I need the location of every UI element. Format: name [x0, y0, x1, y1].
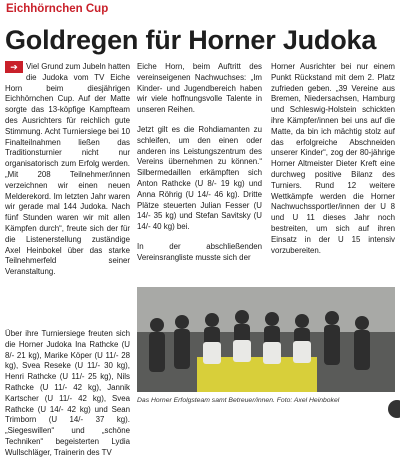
team-photo [137, 287, 395, 392]
article-column-3 [271, 62, 395, 265]
paragraph: Horner Ausrichter bei nur einem Punkt Rückstand mit dem 2. Platz zufrieden geben. „39 Vereine aus Bremen, Niedersachsen, Hamburg und Schleswig-Holstein schickten ihre Kämpfer/innen bei uns auf die Matte, da bin ich mächtig stolz auf das erfolgreiche Abschneiden unserer Kinder“, zog der 80-jährige Horner Altmeister Dieter Kreft eine durchweg positive Bilanz des Turniers. Rund 12 weitere Wettkämpfe werden die Horner Nachwuchssportler/innen der U 8 und U 11 dieses Jahr noch bestreiten, um sich auf ihren Einsatz in der U 15 intensiv vorzubereiten. [271, 62, 395, 255]
kicker: Eichhörnchen Cup [6, 3, 109, 15]
paragraph: Über ihre Turniersiege freuten sich die Horner Judoka Ina Rathcke (U 8/- 21 kg), Marike Köper (U 11/- 28 kg), Svea Reseke (U 11/- 30 kg), Henri Rathcke (U 11/- 25 kg), Nils Rathcke (U 11/- 42 kg), Jannik Kartscher (U 11/- 42 kg), Svea Rathcke (U 14/- 42 kg) und Sean Trimborn (U 14/- 37 kg). „Siegeswillen“ und „schöne Techniken“ begeisterten Lydia Wullschläger, Trainerin des TV [5, 329, 130, 457]
article-column-1-lower [5, 329, 130, 468]
paragraph: In der abschließenden Vereinsrangliste musste sich der [137, 241, 262, 262]
arrow-right-icon: ➔ [5, 61, 23, 73]
paragraph: ➔ Viel Grund zum Jubeln hatten die Judoka vom TV Eiche Horn beim diesjährigen Eichhörnchen Cup. Auf der Matte sorgte das 13-köpfige Kampfteam des Ausrichters für reichlich gute Stimmung. Acht Turniersiege bei 10 Finalteilnahmen ließen das Traditionsturnier nicht nur organisatorisch zum Erfolg werden. „Mit 208 Teilnehmer/innen verzeichnen wir einen neuen Melderekord. Im letzten Jahr waren wir gerade mal 144 Judoka. Nach fünf Stunden waren wir mit allen Kämpfen durch“, freute sich der für die Listenerstellung zuständige Axel Heinbokel über das starke Teilnehmerfeld seiner Veranstaltung. [5, 62, 130, 277]
paragraph: Jetzt gilt es die Rohdiamanten zu schleifen, um den einen oder anderen ins Leistungszentrum des Vereins übernehmen zu können.“ Silbermedaillen erkämpften sich Anton Rathcke (U 8/- 19 kg) und Anna Röhrig (U 14/- 46 kg). Dritte Plätze steuerten Julian Fesser (U 14/- 35 kg) und Stefan Savitsky (U 14/- 40 kg) bei. [137, 124, 262, 232]
article-column-1 [5, 62, 130, 287]
team-photo-illustration [137, 287, 395, 392]
article-column-2 [137, 62, 262, 273]
page-corner-mark [388, 400, 400, 418]
paragraph: Eiche Horn, beim Auftritt des vereinseigenen Nachwuchses: „Im Kinder- und Jugendbereich haben wir viele hoffnungsvolle Talente in unseren Reihen. [137, 62, 262, 115]
photo-caption: Das Horner Erfolgsteam samt Betreuer/innen. Foto: Axel Heinbokel [137, 397, 340, 404]
headline: Goldregen für Horner Judoka [5, 25, 377, 55]
